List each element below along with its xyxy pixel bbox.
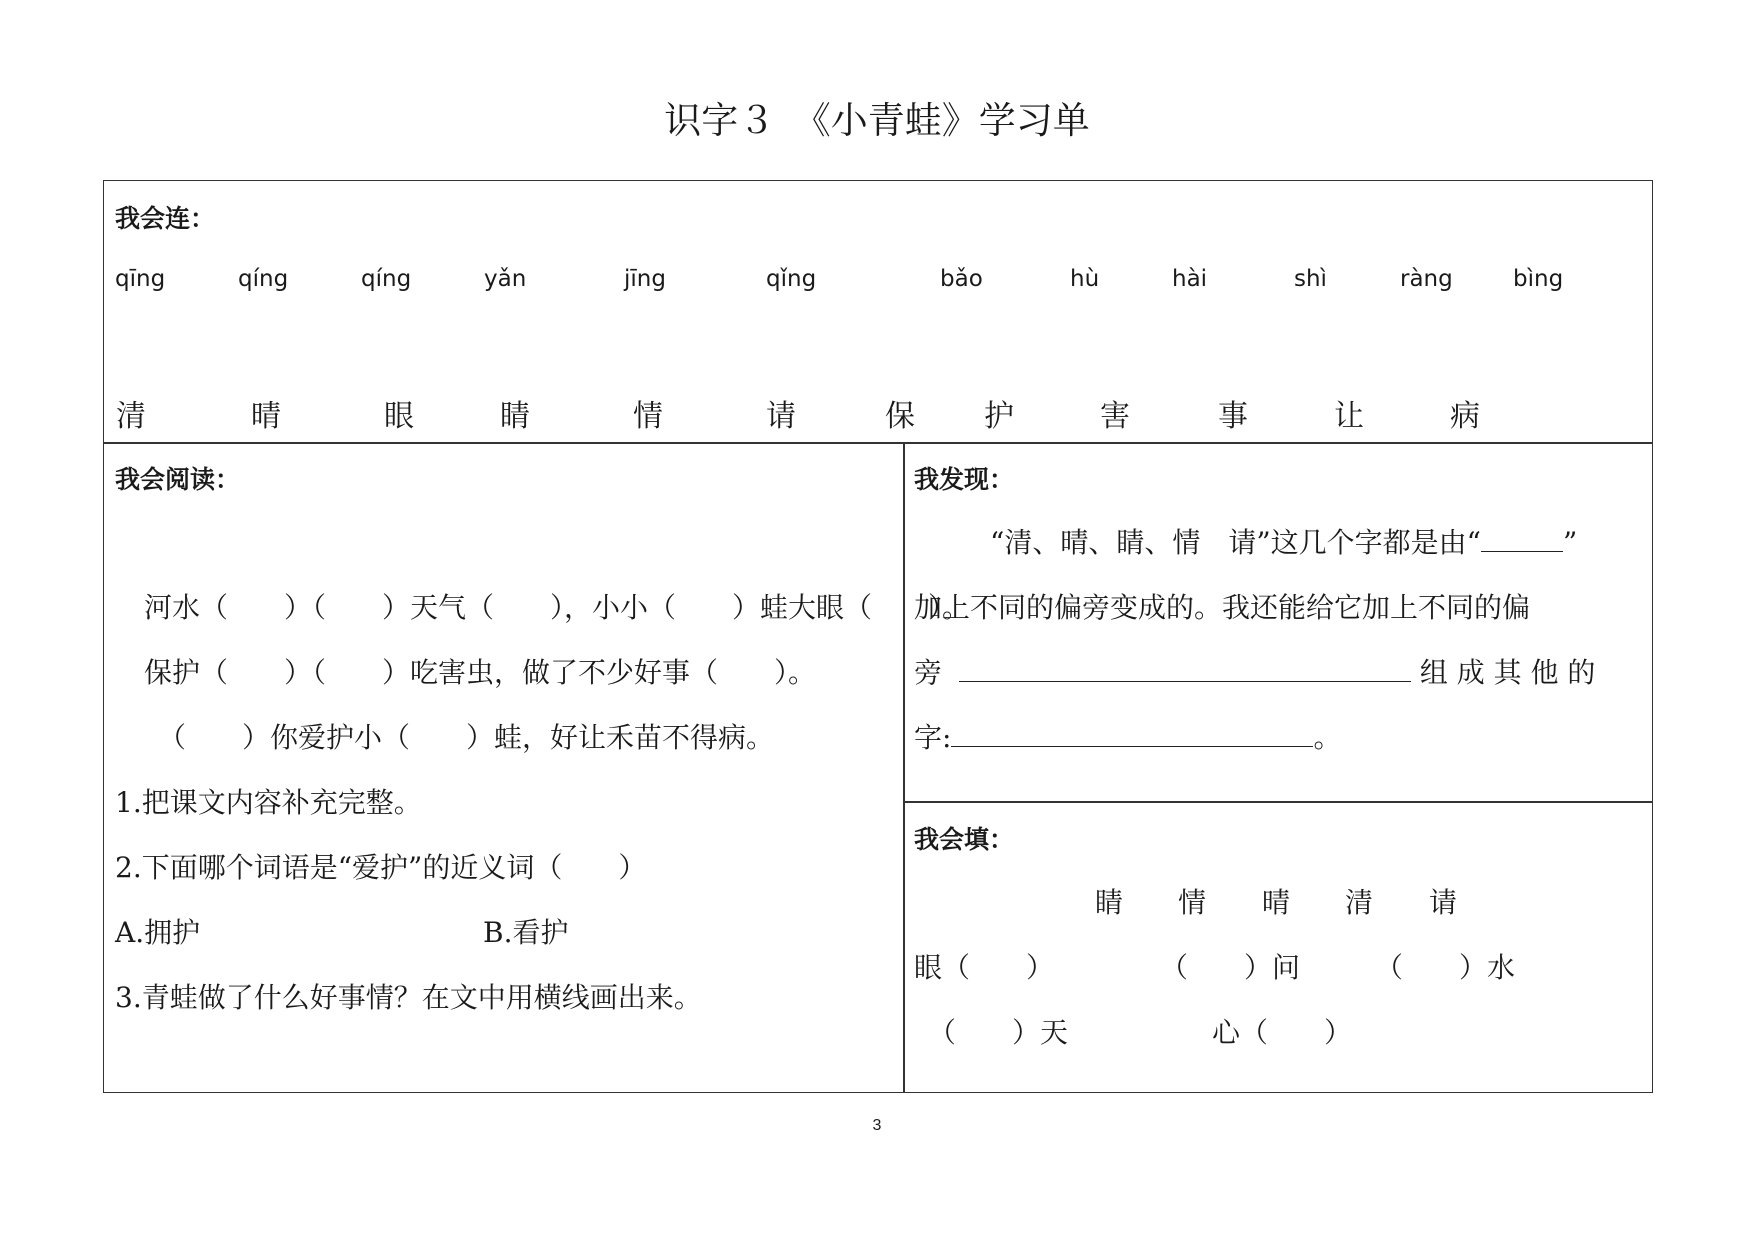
pinyin-1: qīng	[115, 266, 166, 292]
char-12: 病	[1450, 399, 1480, 434]
fill-item-5: 心（ ）	[1212, 1016, 1353, 1049]
char-10: 事	[1218, 399, 1248, 434]
pinyin-3: qíng	[361, 266, 412, 292]
pinyin-6: qǐng	[766, 266, 817, 292]
passage-line-3: （ ）你爱护小（ ）蛙，好让禾苗不得病。	[158, 721, 775, 754]
new-characters-blank[interactable]	[951, 746, 1313, 747]
discover-line-4-end: 。	[1313, 721, 1342, 754]
pinyin-2: qíng	[238, 266, 289, 292]
pinyin-10: shì	[1294, 266, 1327, 292]
char-7: 保	[885, 399, 915, 434]
pinyin-11: ràng	[1400, 266, 1453, 292]
column-divider	[903, 442, 905, 1093]
char-8: 护	[984, 399, 1014, 434]
pinyin-4: yǎn	[484, 266, 527, 292]
fill-item-4: （ ）天	[928, 1016, 1069, 1049]
char-3: 眼	[384, 399, 414, 434]
pinyin-7: bǎo	[940, 266, 983, 292]
pinyin-9: hài	[1172, 266, 1208, 292]
question-2: 2.下面哪个词语是“爱护”的近义词（ ）	[115, 851, 647, 884]
char-5: 情	[633, 399, 663, 434]
fill-item-2: （ ）问	[1160, 951, 1301, 984]
page-number: 3	[872, 1117, 882, 1134]
char-1: 清	[116, 399, 146, 434]
pinyin-5: jīng	[624, 266, 666, 292]
choice-2: 情	[1178, 886, 1207, 919]
char-4: 睛	[500, 399, 530, 434]
page-title: 识字３ 《小青蛙》学习单	[664, 99, 1090, 142]
choice-5: 请	[1429, 886, 1458, 919]
question-1: 1.把课文内容补充完整。	[115, 786, 422, 819]
option-b: B.看护	[483, 916, 569, 949]
right-row-divider	[903, 801, 1653, 803]
pinyin-8: hù	[1070, 266, 1100, 292]
discover-line-3-end: 组 成 其 他 的	[1419, 656, 1596, 689]
discover-line-1-end: ”	[1562, 526, 1578, 559]
pinyin-12: bìng	[1513, 266, 1564, 292]
radical-blank[interactable]	[1481, 551, 1563, 552]
row-divider	[103, 442, 1653, 444]
choice-3: 晴	[1262, 886, 1291, 919]
discover-line-3	[914, 651, 1595, 691]
discover-line-4	[914, 716, 1341, 756]
discover-section-label: 我发现：	[914, 465, 1015, 494]
char-2: 晴	[251, 399, 281, 434]
question-3: 3.青蛙做了什么好事情？在文中用横线画出来。	[115, 981, 702, 1014]
passage-line-2: 保护（ ）（ ）吃害虫，做了不少好事（ ）。	[144, 656, 817, 689]
discover-line-2: 加上不同的偏旁变成的。我还能给它加上不同的偏	[914, 591, 1531, 624]
char-6: 请	[766, 399, 796, 434]
passage-line-1: 河水（ ）（ ）天气（ ），小小（ ）蛙大眼（ ）。	[144, 591, 971, 624]
new-radical-blank[interactable]	[959, 681, 1411, 682]
char-11: 让	[1334, 399, 1364, 434]
discover-line-3-text: 旁	[914, 656, 943, 689]
discover-line-1-text: “清、晴、睛、情 请”这几个字都是由“	[990, 526, 1481, 559]
fill-item-3: （ ）水	[1375, 951, 1516, 984]
fill-item-1: 眼（ ）	[914, 951, 1055, 984]
option-a: A.拥护	[115, 916, 201, 949]
char-9: 害	[1100, 399, 1130, 434]
fill-section-label: 我会填：	[914, 825, 1015, 854]
read-section-label: 我会阅读：	[115, 465, 241, 494]
choice-4: 清	[1345, 886, 1374, 919]
discover-line-1	[990, 521, 1577, 561]
choice-1: 睛	[1095, 886, 1124, 919]
discover-line-4-text: 字:	[914, 721, 952, 754]
match-section-label: 我会连：	[115, 204, 216, 233]
